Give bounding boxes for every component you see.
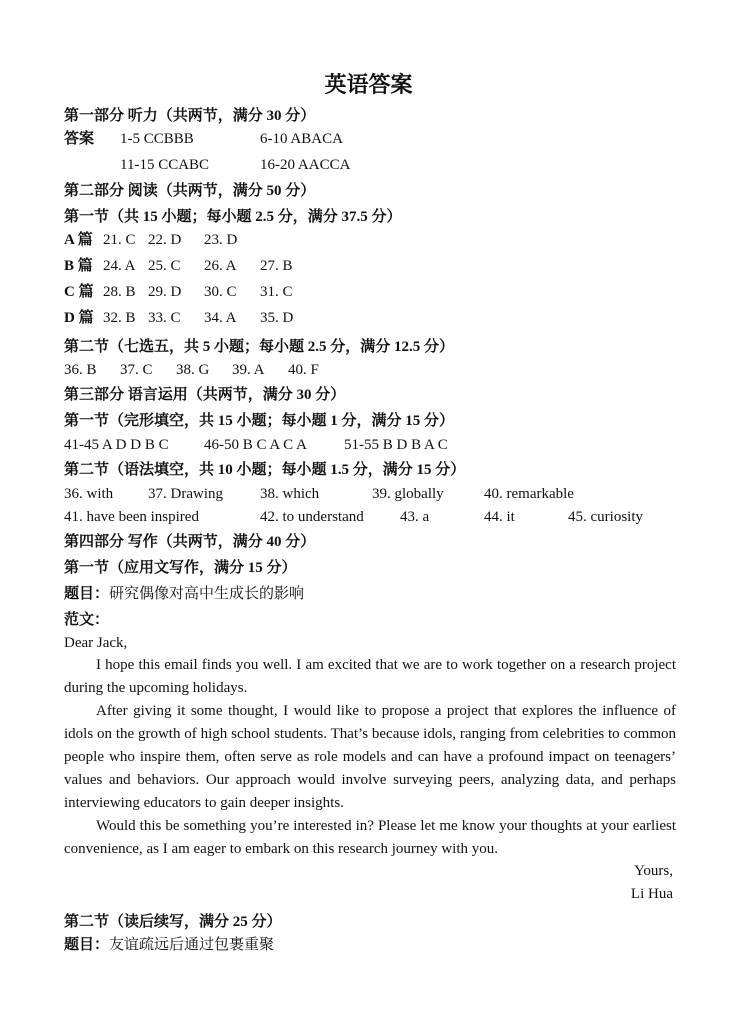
answer-item: 40. F — [288, 362, 319, 378]
answer-item: 29. D — [148, 284, 182, 300]
answer-item: 41. have been inspired — [64, 509, 199, 525]
answer-item: 46-50 B C A C A — [204, 437, 307, 453]
part1-answer-label: 答案 — [64, 131, 95, 147]
answer-item: 43. a — [400, 509, 430, 525]
answer-item: 38. G — [176, 362, 210, 378]
answer-item: 32. B — [103, 310, 136, 326]
passage-label: D 篇 — [64, 310, 94, 326]
answer-item: 21. C — [103, 232, 136, 248]
answer-item: 23. D — [204, 232, 238, 248]
letter-signature: Li Hua — [630, 886, 673, 902]
part4-section1-heading: 第一节（应用文写作，满分 15 分） — [64, 560, 297, 576]
answer-item: 27. B — [260, 258, 293, 274]
answer-item: 35. D — [260, 310, 294, 326]
topic-label: 题目： — [64, 937, 110, 953]
answer-item: 36. B — [64, 362, 97, 378]
answer-item: 41-45 A D D B C — [64, 437, 169, 453]
answer-item: 31. C — [260, 284, 293, 300]
part3-heading: 第三部分 语言运用（共两节，满分 30 分） — [64, 387, 346, 403]
part2-section1-heading: 第一节（共 15 小题；每小题 2.5 分，满分 37.5 分） — [64, 209, 402, 225]
answer-item: 26. A — [204, 258, 237, 274]
answer-item: 42. to understand — [260, 509, 364, 525]
letter-closing: Yours, — [634, 863, 673, 879]
letter-greeting: Dear Jack, — [64, 635, 128, 651]
letter-paragraph: I hope this email finds you well. I am excited that we are to work together on a research project during the upcoming holidays. — [64, 657, 676, 696]
answer-item: 51-55 B D B A C — [344, 437, 448, 453]
answer-item: 28. B — [103, 284, 136, 300]
answer-item: 44. it — [484, 509, 515, 525]
part1-answer-11-15: 11-15 CCABC — [120, 157, 210, 173]
part4-section2-heading: 第二节（读后续写，满分 25 分） — [64, 914, 282, 930]
continuation-topic — [64, 936, 274, 954]
topic-text: 研究偶像对高中生成长的影响 — [109, 586, 305, 602]
part3-section2-heading: 第二节（语法填空，共 10 小题；每小题 1.5 分，满分 15 分） — [64, 462, 466, 478]
part2-section2-heading: 第二节（七选五，共 5 小题；每小题 2.5 分，满分 12.5 分） — [64, 339, 455, 355]
passage-label: A 篇 — [64, 232, 93, 248]
part1-heading: 第一部分 听力（共两节，满分 30 分） — [64, 108, 316, 124]
part1-answer-16-20: 16-20 AACCA — [260, 157, 351, 173]
part1-answer-6-10: 6-10 ABACA — [260, 131, 343, 147]
letter-paragraph: After giving it some thought, I would like to propose a project that explores the influence of idols on the growth of high school students. That’s because idols, ranging from celebrities to common people who inspire them, often serve as role models and can have a profound impact on teenagers’ values and behaviors. Our approach would involve surveying peers, analyzing data, and perhaps interviewing educators to gain deeper insights. — [64, 703, 676, 811]
answer-item: 45. curiosity — [568, 509, 643, 525]
page-title: 英语答案 — [324, 72, 413, 98]
part2-heading: 第二部分 阅读（共两节，满分 50 分） — [64, 183, 316, 199]
answer-item: 38. which — [260, 486, 320, 502]
answer-item: 37. C — [120, 362, 153, 378]
passage-label: C 篇 — [64, 284, 94, 300]
answer-item: 22. D — [148, 232, 182, 248]
part3-section1-heading: 第一节（完形填空，共 15 小题；每小题 1 分，满分 15 分） — [64, 413, 455, 429]
answer-item: 30. C — [204, 284, 237, 300]
answer-item: 34. A — [204, 310, 237, 326]
answer-item: 37. Drawing — [148, 486, 223, 502]
answer-item: 25. C — [148, 258, 181, 274]
answer-item: 36. with — [64, 486, 114, 502]
part4-heading: 第四部分 写作（共两节，满分 40 分） — [64, 534, 316, 550]
answer-item: 24. A — [103, 258, 136, 274]
answer-item: 39. globally — [372, 486, 444, 502]
passage-label: B 篇 — [64, 258, 93, 274]
part1-answer-1-5: 1-5 CCBBB — [120, 131, 194, 147]
answer-item: 33. C — [148, 310, 181, 326]
letter-paragraph: Would this be something you’re interested in? Please let me know your thoughts at your earliest convenience, as I am eager to embark on this research journey with you. — [64, 818, 676, 857]
answer-item: 39. A — [232, 362, 265, 378]
sample-label: 范文： — [64, 612, 110, 628]
answer-item: 40. remarkable — [484, 486, 574, 502]
topic-label: 题目： — [64, 586, 110, 602]
writing-topic — [64, 585, 304, 603]
topic-text: 友谊疏远后通过包裹重聚 — [109, 937, 275, 953]
